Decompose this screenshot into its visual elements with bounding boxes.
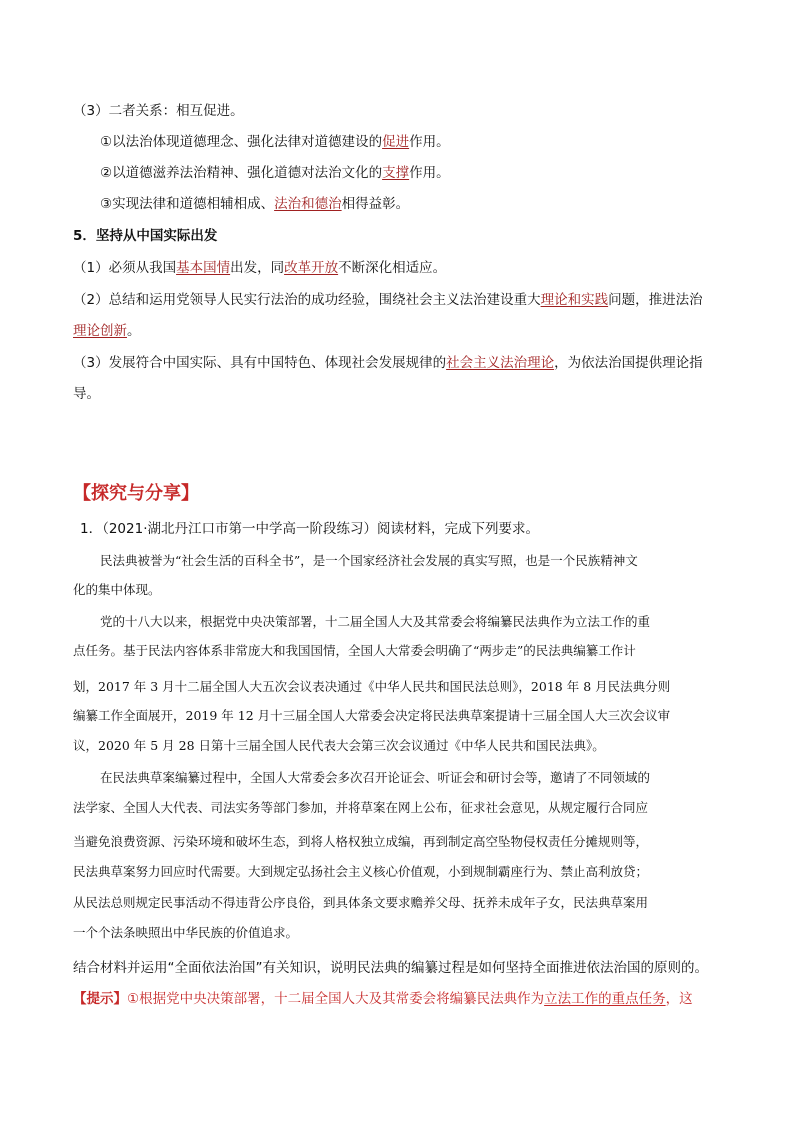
section-5-point-2-line-1 xyxy=(73,290,703,310)
material-2-line: 点任务。基于民法内容体系非常庞大和我国国情，全国人大常委会明确了“两步走”的民法典编纂工作计 xyxy=(73,643,636,658)
section-5-title: 5．坚持从中国实际出发 xyxy=(73,228,218,244)
underlined-keyword: 立法工作的重点任务 xyxy=(544,991,666,1007)
question-line xyxy=(80,519,539,539)
hint-text: ，这 xyxy=(665,991,693,1007)
section-3-item-2 xyxy=(100,163,450,183)
section-3-title: （3）二者关系：相互促进。 xyxy=(73,103,244,119)
material-3-line: 在民法典草案编纂过程中，全国人大常委会多次召开论证会、听证会和研讨会等，邀请了不同领域的 xyxy=(100,770,651,785)
text: 作用。 xyxy=(409,165,450,181)
material-1-line: 民法典被誉为“社会生活的百科全书”，是一个国家经济社会发展的真实写照，也是一个民族精神文 xyxy=(100,553,638,568)
section-5-point-3-line-2: 导。 xyxy=(73,386,100,402)
text: 相得益彰。 xyxy=(341,196,410,212)
question-number: 1． xyxy=(80,521,103,537)
section-5-point-1 xyxy=(73,258,446,278)
hint-line xyxy=(73,989,693,1009)
section-5-point-3-line-1 xyxy=(73,353,703,373)
underlined-keyword: 社会主义法治理论 xyxy=(446,355,555,371)
section-3-item-1 xyxy=(100,132,450,152)
text: 作用。 xyxy=(409,134,450,150)
text: ①以法治体现道德理念、强化法律对道德建设的 xyxy=(100,134,383,150)
section-5-point-2-line-2 xyxy=(73,321,141,341)
question-prompt: 结合材料并运用“全面依法治国”有关知识，说明民法典的编纂过程是如何坚持全面推进依法治国的原则的。 xyxy=(73,960,708,976)
explore-heading: 【探究与分享】 xyxy=(73,483,199,504)
material-3-line: 一个个法条映照出中华民族的价值追求。 xyxy=(73,925,299,940)
underlined-keyword: 改革开放 xyxy=(284,260,339,276)
hint-text: ①根据党中央决策部署，十二届全国人大及其常委会将编纂民法典作为 xyxy=(127,991,545,1007)
underlined-keyword: 促进 xyxy=(382,134,410,150)
question-source: （2021·湖北丹江口市第一中学高一阶段练习）阅读材料，完成下列要求。 xyxy=(102,521,539,537)
underlined-keyword: 法治和德治 xyxy=(274,196,342,212)
text: 。 xyxy=(127,323,141,339)
underlined-keyword: 基本国情 xyxy=(176,260,231,276)
text: ②以道德滋养法治精神、强化道德对法治文化的 xyxy=(100,165,383,181)
text: 问题，推进法治 xyxy=(608,292,703,308)
material-2-line: 划，2017 年 3 月十二届全国人大五次会议表决通过《中华人民共和国民法总则》，2018 年 8 月民法典分则 xyxy=(73,679,671,694)
material-3-line: 民法典草案努力回应时代需要。大到规定弘扬社会主义核心价值观，小到规制霸座行为、禁止高利放贷； xyxy=(73,864,649,879)
material-2-line: 党的十八大以来，根据党中央决策部署，十二届全国人大及其常委会将编纂民法典作为立法工作的重 xyxy=(100,614,651,629)
material-1-line: 化的集中体现。 xyxy=(73,582,161,597)
underlined-keyword: 理论创新 xyxy=(73,323,127,339)
text: ，为依法治国提供理论指 xyxy=(554,355,703,371)
section-3-item-3 xyxy=(100,194,409,214)
text: 出发，同 xyxy=(230,260,285,276)
underlined-keyword: 支撑 xyxy=(382,165,410,181)
text: （2）总结和运用党领导人民实行法治的成功经验，围绕社会主义法治建设重大 xyxy=(73,292,541,308)
material-2-line: 议，2020 年 5 月 28 日第十三届全国人民代表大会第三次会议通过《中华人民共和国民法典》。 xyxy=(73,738,605,753)
text: （1）必须从我国 xyxy=(73,260,177,276)
text: ③实现法律和道德相辅相成、 xyxy=(100,196,275,212)
text: 不断深化相适应。 xyxy=(338,260,447,276)
hint-label: 【提示】 xyxy=(73,991,127,1007)
underlined-keyword: 理论和实践 xyxy=(540,292,609,308)
material-3-line: 当避免浪费资源、污染环境和破坏生态，到将人格权独立成编，再到制定高空坠物侵权责任分摊规则等， xyxy=(73,834,649,849)
material-2-line: 编纂工作全面展开，2019 年 12 月十三届全国人大常委会决定将民法典草案提请十三届全国人大三次会议审 xyxy=(73,708,671,723)
material-3-line: 从民法总则规定民事活动不得违背公序良俗，到具体条文要求赡养父母、抚养未成年子女，民法典草案用 xyxy=(73,895,649,910)
text: （3）发展符合中国实际、具有中国特色、体现社会发展规律的 xyxy=(73,355,447,371)
material-3-line: 法学家、全国人大代表、司法实务等部门参加，并将草案在网上公布，征求社会意见，从规定履行合同应 xyxy=(73,800,649,815)
